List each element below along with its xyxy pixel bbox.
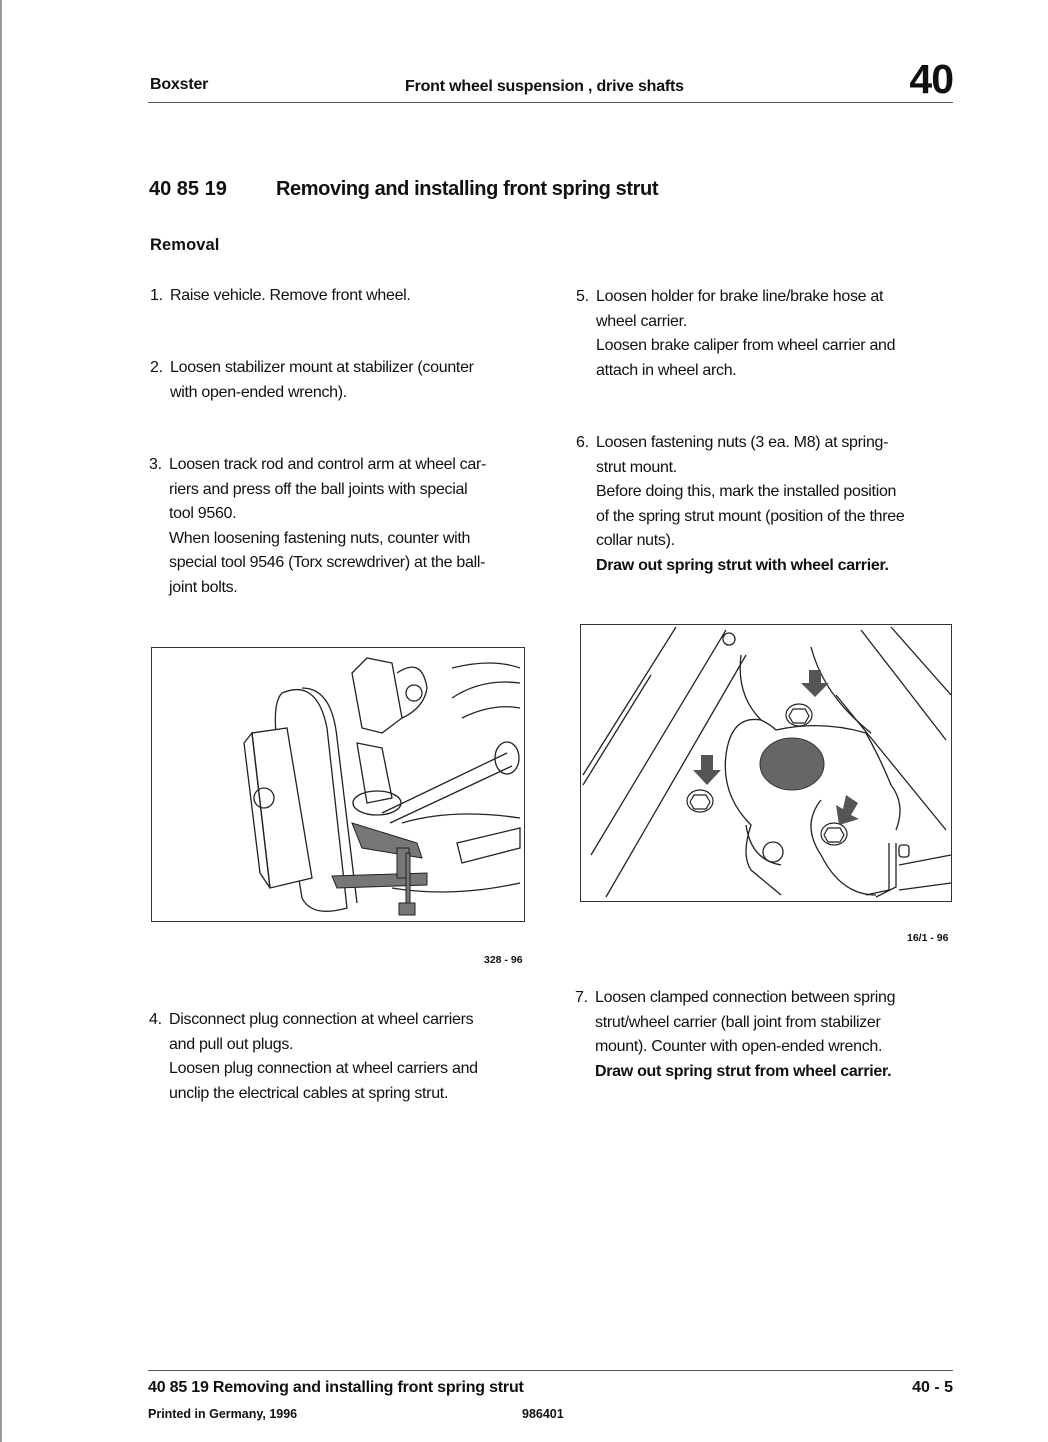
step-2 bbox=[150, 356, 540, 405]
step-line: tool 9560. bbox=[169, 505, 237, 522]
step-body bbox=[169, 1008, 539, 1106]
step-line: and pull out plugs. bbox=[169, 1035, 294, 1053]
section-code: 40 85 19 bbox=[149, 178, 227, 200]
step-number: 6. bbox=[576, 434, 589, 451]
step-3 bbox=[149, 453, 539, 600]
figure-ball-joint-puller-caption: 328 - 96 bbox=[484, 954, 523, 966]
header-chapter-title: Front wheel suspension , drive shafts bbox=[405, 78, 684, 95]
step-line: wheel carrier. bbox=[596, 312, 687, 330]
step-line: with open-ended wrench). bbox=[170, 383, 347, 401]
step-number: 3. bbox=[149, 456, 162, 473]
step-6 bbox=[576, 431, 966, 578]
header-model: Boxster bbox=[150, 76, 209, 93]
step-7 bbox=[575, 986, 965, 1084]
footer-doc-number: 986401 bbox=[522, 1407, 564, 1421]
footer-divider bbox=[148, 1370, 953, 1371]
step-line: collar nuts). bbox=[596, 532, 675, 549]
figure-strut-mount-nuts bbox=[580, 624, 952, 902]
step-line: Raise vehicle. Remove front wheel. bbox=[170, 287, 411, 304]
figure-ball-joint-puller-drawing bbox=[152, 648, 524, 921]
figure-strut-mount-nuts-drawing bbox=[581, 625, 951, 901]
step-number: 1. bbox=[150, 287, 163, 304]
step-line: When loosening fastening nuts, counter with bbox=[169, 529, 471, 547]
step-line: strut mount. bbox=[596, 458, 677, 476]
step-line: Loosen clamped connection between spring bbox=[595, 989, 896, 1006]
step-body bbox=[596, 285, 966, 383]
footer-section-title: 40 85 19 Removing and installing front spring strut bbox=[148, 1379, 524, 1396]
step-emphasis-line: Draw out spring strut with wheel carrier. bbox=[596, 556, 889, 574]
page-edge bbox=[0, 0, 2, 1442]
step-5 bbox=[576, 285, 966, 383]
step-line: Loosen holder for brake line/brake hose at bbox=[596, 288, 884, 305]
step-body bbox=[170, 284, 540, 309]
step-line: of the spring strut mount (position of the three bbox=[596, 507, 905, 525]
footer-printed: Printed in Germany, 1996 bbox=[148, 1407, 298, 1421]
step-line: riers and press off the ball joints with special bbox=[169, 480, 468, 498]
subheading-removal: Removal bbox=[150, 236, 220, 254]
step-4 bbox=[149, 1008, 539, 1106]
step-line: unclip the electrical cables at spring strut. bbox=[169, 1084, 449, 1102]
step-number: 5. bbox=[576, 288, 589, 305]
step-body bbox=[596, 431, 966, 578]
step-number: 4. bbox=[149, 1011, 162, 1028]
arrow-marker-right bbox=[836, 795, 859, 825]
page-header bbox=[148, 58, 953, 103]
footer-page-number: 40 - 5 bbox=[912, 1379, 953, 1396]
arrow-marker-top bbox=[801, 670, 829, 697]
step-body bbox=[169, 453, 539, 600]
step-line: joint bolts. bbox=[169, 578, 238, 596]
step-emphasis-line: Draw out spring strut from wheel carrier. bbox=[595, 1062, 892, 1080]
section-title: Removing and installing front spring strut bbox=[276, 178, 659, 200]
header-chapter-number: 40 bbox=[909, 56, 953, 102]
step-line: Loosen stabilizer mount at stabilizer (counter bbox=[170, 359, 474, 376]
step-line: Loosen brake caliper from wheel carrier and bbox=[596, 337, 896, 354]
step-line: Before doing this, mark the installed position bbox=[596, 483, 897, 500]
figure-strut-mount-nuts-caption: 16/1 - 96 bbox=[907, 932, 949, 944]
step-line: strut/wheel carrier (ball joint from stabilizer bbox=[595, 1013, 881, 1031]
step-number: 2. bbox=[150, 359, 163, 376]
step-line: Disconnect plug connection at wheel carriers bbox=[169, 1011, 474, 1028]
step-1 bbox=[150, 284, 540, 309]
arrow-marker-left bbox=[693, 755, 721, 785]
step-body bbox=[595, 986, 965, 1084]
step-line: Loosen plug connection at wheel carriers and bbox=[169, 1060, 478, 1077]
step-line: mount). Counter with open-ended wrench. bbox=[595, 1038, 883, 1055]
figure-ball-joint-puller bbox=[151, 647, 525, 922]
step-body bbox=[170, 356, 540, 405]
step-number: 7. bbox=[575, 989, 588, 1006]
step-line: Loosen track rod and control arm at wheel car- bbox=[169, 456, 487, 473]
step-line: attach in wheel arch. bbox=[596, 361, 737, 379]
step-line: special tool 9546 (Torx screwdriver) at the ball- bbox=[169, 554, 486, 571]
step-line: Loosen fastening nuts (3 ea. M8) at spring- bbox=[596, 434, 889, 451]
